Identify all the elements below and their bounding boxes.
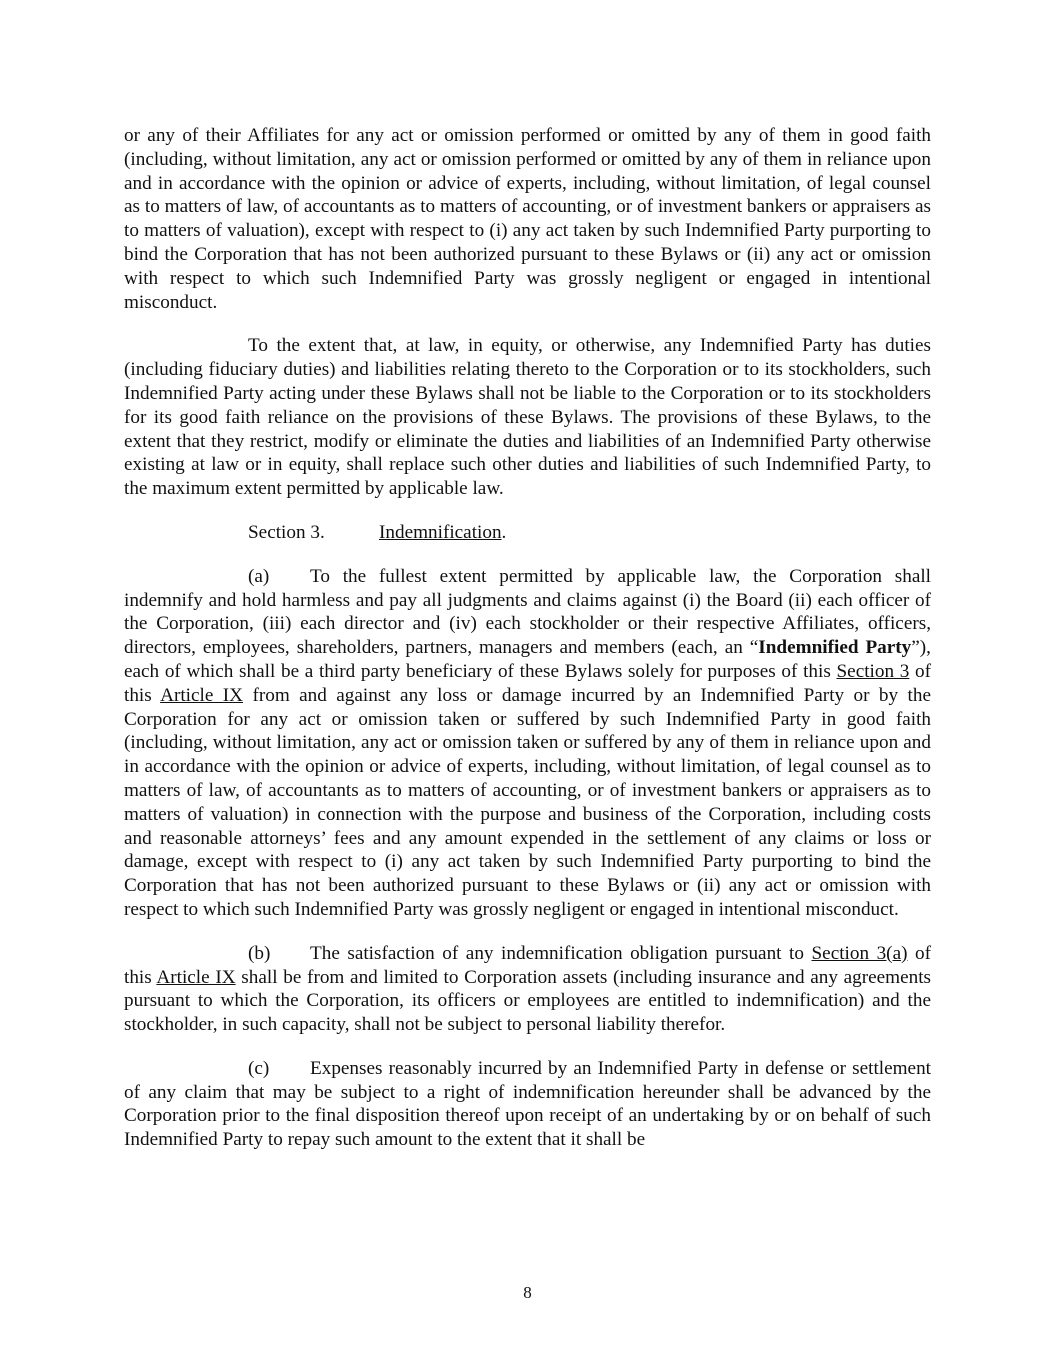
- paragraph-b: [124, 942, 931, 1037]
- paragraph-fiduciary-duties: To the extent that, at law, in equity, or otherwise, any Indemnified Party has duties (including fiduciary duties) and liabilities relating thereto to the Corporation or to its stockholders, such Indemnified Party acting under these Bylaws shall not be liable to the Corporation or to its stockholders for its good faith reliance on the provisions of these Bylaws. The provisions of these Bylaws, to the extent that they restrict, modify or eliminate the duties and liabilities of an Indemnified Party otherwise existing at law or in equity, shall replace such other duties and liabilities of such Indemnified Party, to the maximum extent permitted by applicable law.: [124, 335, 931, 500]
- section-reference: Section 3(a): [811, 942, 908, 964]
- article-reference: Article IX: [160, 684, 244, 706]
- article-reference: Article IX: [156, 966, 236, 988]
- section-title-period: .: [501, 521, 507, 543]
- section-number: Section 3.: [248, 521, 325, 543]
- paragraph-b-text-2: of this: [124, 942, 932, 988]
- paragraph-a-text-2: ”), each of which shall be a third party beneficiary of these Bylaws solely for purposes of this: [124, 637, 931, 682]
- section-reference: Section 3: [836, 660, 910, 682]
- paragraph-b-text-3: shall be from and limited to Corporation assets (including insurance and any agreements pursuant to which the Corporation, its officers or employees are entitled to indemnification) and the stockholder, in such capacity, shall not be subject to personal liability therefor.: [124, 966, 932, 1036]
- paragraph-a-text-1: To the fullest extent permitted by applicable law, the Corporation shall indemnify and hold harmless and pay all judgments and claims against (i) the Board (ii) each officer of the Corporation, (iii) each director and (iv) each stockholder or their respective Affiliates, officers, directors, employees, shareholders, partners, managers and members (each, an “: [124, 565, 931, 659]
- paragraph-b-text-1: The satisfaction of any indemnification obligation pursuant to: [310, 942, 812, 964]
- paragraph-a-text-4: from and against any loss or damage incurred by an Indemnified Party or by the Corporation for any act or omission taken or suffered by such Indemnified Party in good faith (including, without limitation, any act or omission taken or suffered by any of them in reliance upon and in accordance with the opinion or advice of experts, including, without limitation, of legal counsel as to matters of law, of accountants as to matters of accounting, or of investment bankers or appraisers as to matters of valuation) in connection with the purpose and business of the Corporation, including costs and reasonable attorneys’ fees and any amount expended in the settlement of any claims or loss or damage, except with respect to (i) any act taken by such Indemnified Party purporting to bind the Corporation that has not been authorized pursuant to these Bylaws or (ii) any act or omission with respect to which such Indemnified Party was grossly negligent or engaged in intentional misconduct.: [124, 684, 931, 920]
- paragraph-c-text-1: Expenses reasonably incurred by an Indemnified Party in defense or settlement of any claim that may be subject to a right of indemnification hereunder shall be advanced by the Corporation prior to the final disposition thereof upon receipt of an undertaking by or on behalf of such Indemnified Party to repay such amount to the extent that it shall be: [124, 1057, 931, 1151]
- paragraph-b-label: (b): [248, 942, 271, 964]
- paragraph-a-text-3: of this: [124, 660, 931, 706]
- paragraph-a: [124, 565, 931, 922]
- document-page: [124, 124, 931, 1172]
- paragraph-c-label: (c): [248, 1057, 270, 1079]
- page-number: 8: [523, 1283, 532, 1302]
- section-title: Indemnification: [379, 521, 502, 543]
- paragraph-a-label: (a): [248, 565, 270, 587]
- paragraph-continuation: or any of their Affiliates for any act or omission performed or omitted by any of them in good faith (including, without limitation, any act or omission performed or omitted by any of them in reliance upon and in accordance with the opinion or advice of experts, including, without limitation, of legal counsel as to matters of law, of accountants as to matters of accounting, or of investment bankers or appraisers as to matters of valuation), except with respect to (i) any act taken by such Indemnified Party purporting to bind the Corporation that has not been authorized pursuant to these Bylaws or (ii) any act or omission with respect to which such Indemnified Party was grossly negligent or engaged in intentional misconduct.: [124, 125, 931, 313]
- section-heading: [124, 521, 931, 545]
- defined-term: Indemnified Party: [758, 637, 912, 659]
- paragraph-c: [124, 1057, 931, 1152]
